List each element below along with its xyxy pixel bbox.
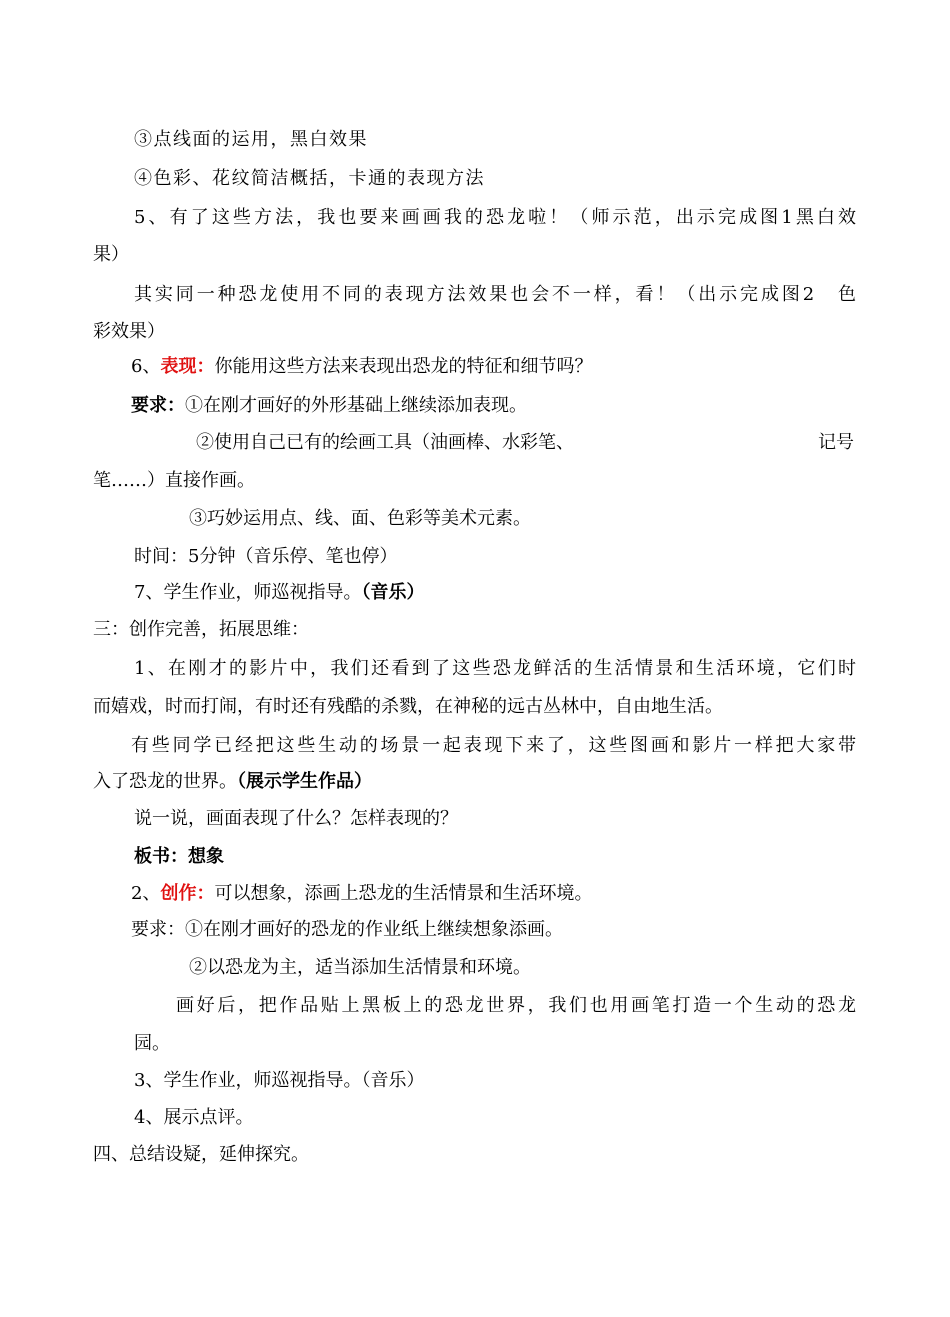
text-line: 4、展示点评。 (134, 1107, 254, 1128)
text-line: ④色彩、花纹简洁概括，卡通的表现方法 (134, 168, 485, 189)
text-line: 说一说，画面表现了什么？怎样表现的？ (134, 808, 458, 829)
text-line: 园。 (134, 1033, 170, 1054)
text-line (131, 394, 527, 418)
requirement-label: 要求： (131, 395, 185, 416)
item-number: 6、 (131, 356, 161, 377)
blackboard-note: 板书：想象 (134, 846, 224, 867)
section-heading: 四、总结设疑，延伸探究。 (93, 1144, 309, 1165)
music-note: （音乐） (361, 582, 425, 603)
text-line: ③巧妙运用点、线、面、色彩等美术元素。 (189, 508, 531, 529)
text-line-end: 记号 (818, 432, 854, 453)
text-line (131, 882, 592, 906)
text-line: 画好后，把作品贴上黑板上的恐龙世界，我们也用画笔打造一个生动的恐龙 (176, 995, 856, 1016)
line-text: ①在刚才画好的外形基础上继续添加表现。 (185, 395, 527, 416)
text-line (134, 581, 424, 605)
text-line: 3、学生作业，师巡视指导。（音乐） (134, 1070, 425, 1091)
highlight-label: 创作： (160, 883, 215, 904)
text-line: 笔……）直接作画。 (93, 470, 255, 491)
text-line: 5、有了这些方法，我也要来画画我的恐龙啦！（师示范，出示完成图1黑白效 (134, 207, 856, 228)
section-heading: 三：创作完善，拓展思维： (93, 619, 309, 640)
text-line: 1、在刚才的影片中，我们还看到了这些恐龙鲜活的生活情景和生活环境，它们时 (134, 658, 856, 679)
text-line: 而嬉戏，时而打闹，有时还有残酷的杀戮，在神秘的远古丛林中，自由地生活。 (93, 696, 723, 717)
show-student-work: （展示学生作品） (237, 771, 372, 792)
line-text: 7、学生作业，师巡视指导。 (134, 582, 362, 603)
text-line: 果） (93, 244, 129, 265)
text-line: ②使用自己已有的绘画工具（油画棒、水彩笔、 (196, 432, 574, 453)
highlight-label: 表现： (160, 356, 215, 377)
text-line: 彩效果） (93, 321, 165, 342)
text-line (93, 770, 372, 794)
line-text: 你能用这些方法来表现出恐龙的特征和细节吗？ (214, 356, 593, 377)
text-line: 有些同学已经把这些生动的场景一起表现下来了，这些图画和影片一样把大家带 (131, 735, 856, 756)
text-line: ②以恐龙为主，适当添加生活情景和环境。 (189, 957, 531, 978)
item-number: 2、 (131, 883, 161, 904)
text-line (131, 355, 592, 379)
text-line: 时间：5分钟（音乐停、笔也停） (134, 546, 398, 567)
text-line: ③点线面的运用，黑白效果 (134, 129, 368, 150)
text-line: 其实同一种恐龙使用不同的表现方法效果也会不一样，看！（出示完成图2 色 (134, 284, 856, 305)
line-text: 入了恐龙的世界。 (93, 771, 237, 792)
line-text: 可以想象，添画上恐龙的生活情景和生活环境。 (214, 883, 593, 904)
text-line: 要求：①在刚才画好的恐龙的作业纸上继续想象添画。 (131, 919, 563, 940)
